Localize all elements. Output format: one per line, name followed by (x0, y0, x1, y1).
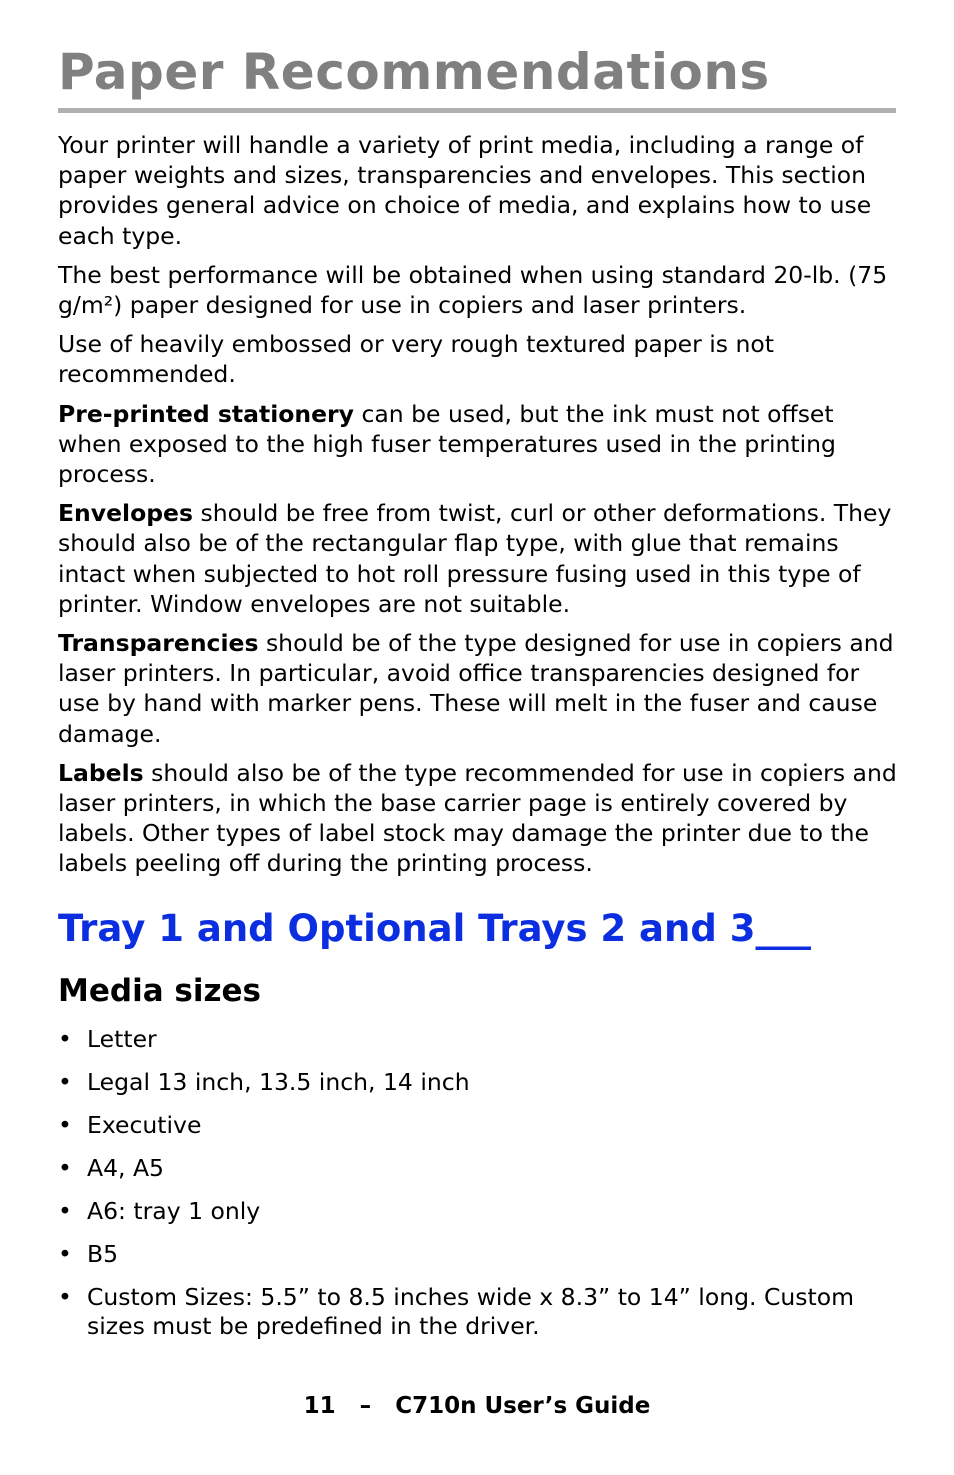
paragraph-best-performance: The best performance will be obtained when using standard 20-lb. (75 g/m²) paper designed for use in copiers and laser printers. (58, 260, 888, 320)
paragraph-envelopes: Envelopes should be free from twist, curl or other deformations. They should also be of the rectangular flap type, with glue that remains intact when subjected to hot roll pressure fusing used in this type of printer. Window envelopes are not suitable. (58, 499, 892, 618)
paragraph-labels: Labels should also be of the type recommended for use in copiers and laser printers, in which the base carrier page is entirely covered by labels. Other types of label stock may damage the printer due to the labels peeling off during the printing process. (58, 758, 897, 878)
paragraph-intro: Your printer will handle a variety of print media, including a range of paper weights and sizes, transparencies and envelopes. This section provides general advice on choice of media, and explains how to use each type. (58, 131, 872, 250)
page-body (58, 130, 903, 1355)
title-divider (58, 108, 896, 113)
footer-separator: – (359, 1393, 372, 1419)
bullet-icon: • (58, 1196, 72, 1225)
media-sizes-list (58, 1025, 903, 1341)
list-item: • B5 (58, 1239, 119, 1268)
term-transparencies: Transparencies (58, 629, 259, 658)
list-item: • Legal 13 inch, 13.5 inch, 14 inch (58, 1067, 470, 1096)
bullet-icon: • (58, 1239, 72, 1268)
paragraph-preprinted: Pre-printed stationery can be used, but the ink must not offset when exposed to the high fuser temperatures used in the printing process. (58, 399, 836, 489)
term-envelopes: Envelopes (58, 499, 193, 528)
guide-title: C710n User’s Guide (395, 1393, 651, 1419)
list-item: • Executive (58, 1110, 202, 1139)
bullet-icon: • (58, 1110, 72, 1139)
bullet-icon: • (58, 1282, 72, 1311)
list-item: • A6: tray 1 only (58, 1196, 261, 1225)
section-heading: Tray 1 and Optional Trays 2 and 3___ (58, 906, 811, 950)
list-item: • Custom Sizes: 5.5” to 8.5 inches wide x 8.3” to 14” long. Custom sizes must be predefined in the driver. (58, 1282, 854, 1340)
page-title: Paper Recommendations (58, 43, 770, 101)
list-item: • A4, A5 (58, 1153, 164, 1182)
subheading-media-sizes: Media sizes (58, 972, 261, 1009)
list-item: • Letter (58, 1024, 157, 1053)
bullet-icon: • (58, 1067, 72, 1096)
bullet-icon: • (58, 1024, 72, 1053)
paragraph-transparencies: Transparencies should be of the type designed for use in copiers and laser printers. In particular, avoid office transparencies designed for use by hand with marker pens. These will melt in the fuser and cause damage. (58, 629, 894, 748)
paragraph-embossed: Use of heavily embossed or very rough textured paper is not recommended. (58, 330, 774, 389)
page-number: 11 (303, 1393, 336, 1419)
page-footer (0, 1393, 954, 1419)
term-preprinted: Pre-printed stationery (58, 399, 354, 428)
bullet-icon: • (58, 1153, 72, 1182)
term-labels: Labels (58, 758, 144, 787)
